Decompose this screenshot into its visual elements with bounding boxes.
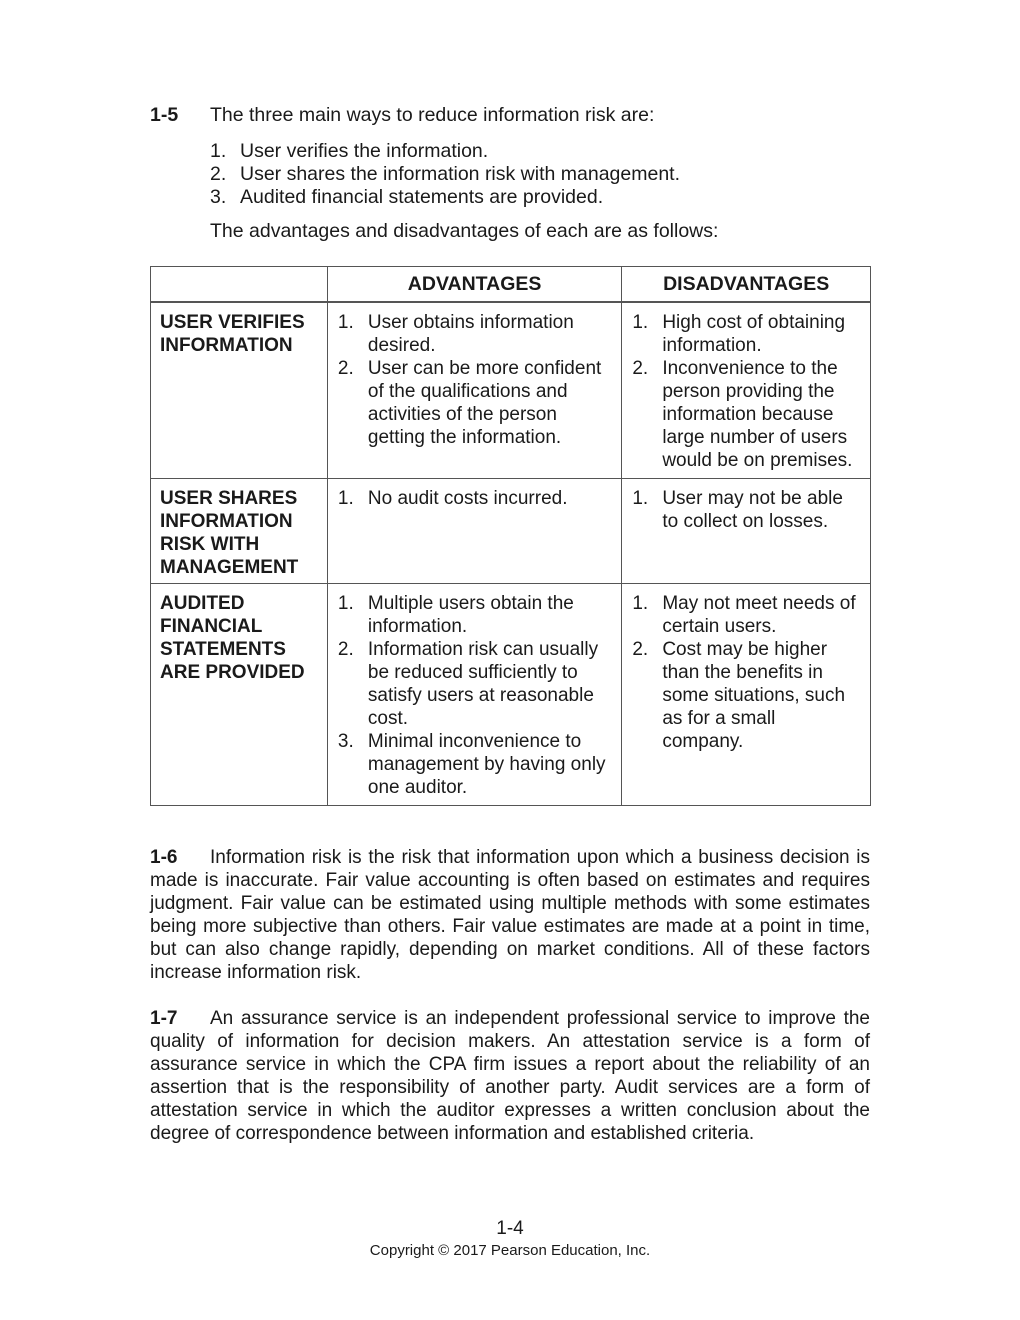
- list-item: 1. User obtains information desired.: [337, 312, 574, 356]
- list-item: 1. High cost of obtaining information.: [632, 312, 846, 356]
- paragraph-text: An assurance service is an independent professional service to improve the quality of information for decision makers. An attestation service is a form of assurance service in which the CPA firm issues a report about the reliability of an assertion that is the responsibility of another party. Audit services are a form of attestation service in which the auditor expresses a written conclusion about the degree of correspondence between information and established criteria.: [150, 1008, 870, 1144]
- row-label: AUDITED FINANCIAL STATEMENTS ARE PROVIDED: [151, 584, 328, 806]
- advantages-cell: [327, 479, 621, 584]
- list-item: 1. Multiple users obtain the information.: [337, 593, 574, 637]
- table-header-row: [151, 267, 871, 303]
- question-1-6: [150, 846, 870, 984]
- ways-list: [210, 140, 680, 209]
- table-header-advantages: ADVANTAGES: [327, 267, 621, 303]
- list-item: 1. User verifies the information.: [210, 140, 489, 162]
- table-lead-text: The advantages and disadvantages of each are as follows:: [210, 220, 719, 242]
- list-item: 2. User can be more confident of the qualifications and activities of the person getting the information.: [337, 358, 602, 448]
- table-header-empty: [151, 267, 328, 303]
- question-number: 1-6: [150, 847, 178, 868]
- copyright-notice: Copyright © 2017 Pearson Education, Inc.: [369, 1242, 651, 1259]
- list-item: 1. May not meet needs of certain users.: [632, 593, 856, 637]
- disadvantages-cell: [622, 479, 871, 584]
- list-item: 2. Information risk can usually be reduced sufficiently to satisfy users at reasonable cost.: [337, 639, 599, 729]
- table-row: [151, 302, 871, 479]
- table-row: [151, 584, 871, 806]
- table-header-disadvantages: DISADVANTAGES: [622, 267, 871, 303]
- advantages-cell: [327, 584, 621, 806]
- list-item: 1. No audit costs incurred.: [337, 488, 568, 509]
- table-row: [151, 479, 871, 584]
- disadvantages-cell: [622, 584, 871, 806]
- question-number: 1-7: [150, 1008, 178, 1029]
- advantages-cell: [327, 302, 621, 479]
- list-item: 3. Minimal inconvenience to management by having only one auditor.: [337, 731, 606, 798]
- row-label: USER VERIFIES INFORMATION: [151, 302, 328, 479]
- disadvantages-cell: [622, 302, 871, 479]
- intro-text: The three main ways to reduce information risk are:: [210, 104, 655, 126]
- list-item: 1. User may not be able to collect on losses.: [632, 488, 843, 532]
- list-item: 2. Inconvenience to the person providing the information because large number of users would be on premises.: [632, 358, 853, 471]
- question-1-7: [150, 1007, 870, 1145]
- question-number: 1-5: [150, 104, 179, 126]
- row-label: USER SHARES INFORMATION RISK WITH MANAGEMENT: [151, 479, 328, 584]
- list-item: 3. Audited financial statements are provided.: [210, 186, 604, 208]
- list-item: 2. Cost may be higher than the benefits in some situations, such as for a small company.: [632, 639, 846, 752]
- list-item: 2. User shares the information risk with management.: [210, 163, 681, 185]
- question-1-5-intro: [150, 104, 654, 127]
- page-number: 1-4: [496, 1218, 524, 1239]
- advantages-table: [150, 266, 871, 806]
- paragraph-text: Information risk is the risk that information upon which a business decision is made is inaccurate. Fair value accounting is often based on estimates and requires judgment. Fair value can be estimated using multiple methods with some estimates being more subjective than others. Fair value estimates are made at a point in time, but can also change rapidly, depending on market conditions. All of these factors increase information risk.: [150, 847, 870, 983]
